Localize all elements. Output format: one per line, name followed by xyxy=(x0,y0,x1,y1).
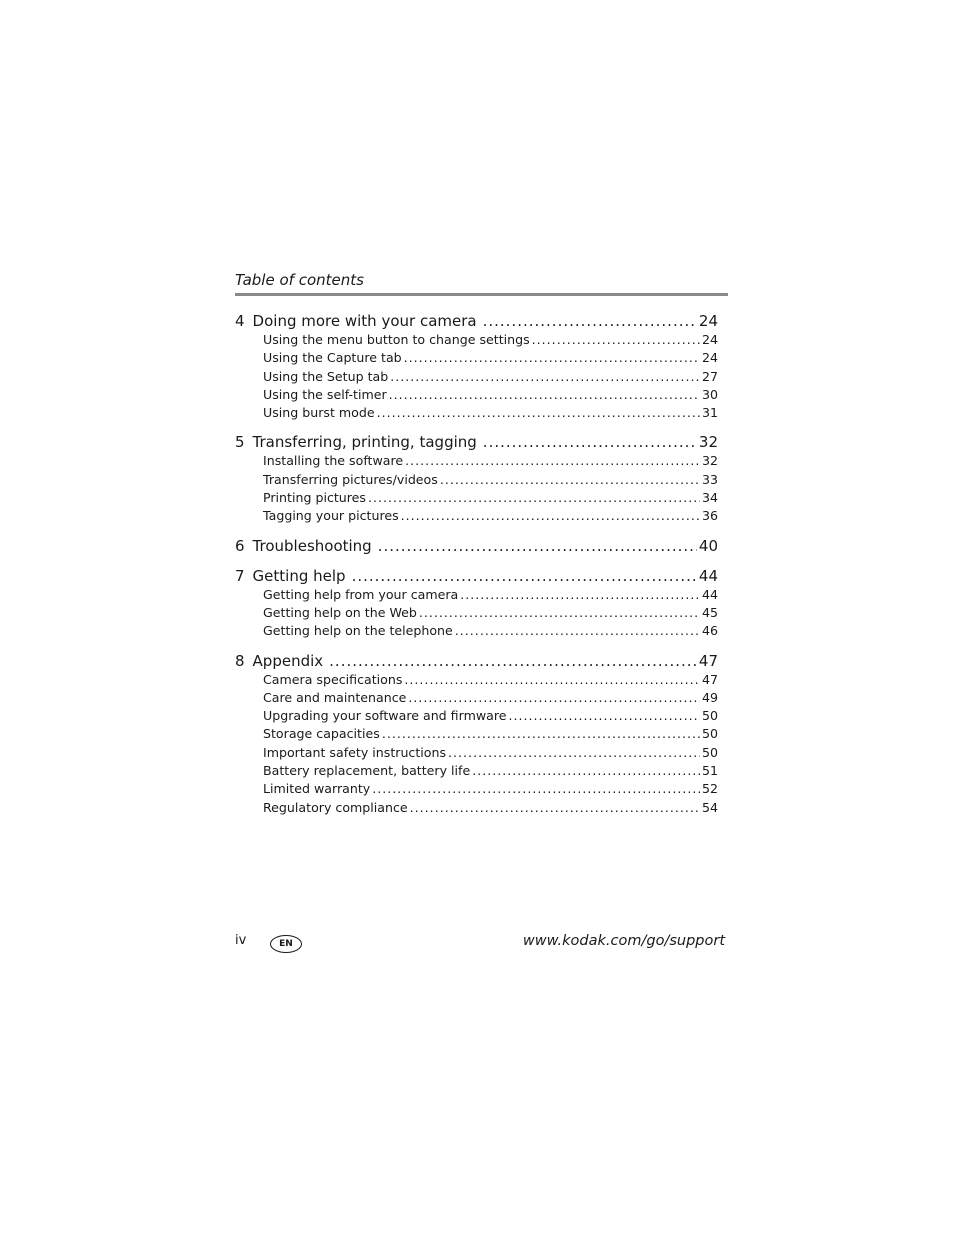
dot-leader xyxy=(377,404,700,422)
toc-section-entry[interactable] xyxy=(235,452,718,470)
section-title: Transferring pictures/videos xyxy=(263,471,438,487)
section-page: 31 xyxy=(701,405,718,421)
dot-leader xyxy=(404,671,700,689)
toc-chapter-7 xyxy=(235,566,718,641)
dot-leader xyxy=(408,689,700,707)
section-page: 36 xyxy=(701,508,718,524)
section-title: Storage capacities xyxy=(263,726,380,742)
chapter-page: 32 xyxy=(698,433,718,452)
section-page: 50 xyxy=(701,708,718,724)
dot-leader xyxy=(509,707,700,725)
section-title: Printing pictures xyxy=(263,490,366,506)
table-of-contents xyxy=(235,311,718,827)
dot-leader xyxy=(368,489,700,507)
section-title: Important safety instructions xyxy=(263,744,447,760)
toc-chapter-entry[interactable] xyxy=(235,566,718,586)
toc-section-entry[interactable] xyxy=(235,762,718,780)
section-title: Using the self-timer xyxy=(263,386,387,402)
dot-leader xyxy=(455,622,700,640)
running-head-title: Table of contents xyxy=(235,271,364,289)
section-title: Using burst mode xyxy=(263,405,375,421)
toc-section-entry[interactable] xyxy=(235,707,718,725)
toc-section-entry[interactable] xyxy=(235,725,718,743)
chapter-page: 40 xyxy=(698,536,718,555)
support-url-link[interactable]: www.kodak.com/go/support xyxy=(522,933,725,949)
section-title: Using the Capture tab xyxy=(263,350,402,366)
section-page: 47 xyxy=(701,671,718,687)
section-title: Camera specifications xyxy=(263,671,403,687)
dot-leader xyxy=(440,471,700,489)
dot-leader xyxy=(532,331,700,349)
toc-section-entry[interactable] xyxy=(235,586,718,604)
dot-leader xyxy=(419,604,700,622)
section-title: Getting help on the telephone xyxy=(263,623,453,639)
toc-chapter-5 xyxy=(235,432,718,525)
section-title: Installing the software xyxy=(263,453,404,469)
toc-section-entry[interactable] xyxy=(235,331,718,349)
section-page: 45 xyxy=(701,604,718,620)
section-page: 51 xyxy=(701,763,718,779)
chapter-number: 5 xyxy=(235,433,245,452)
footer-page-number: iv xyxy=(235,933,247,948)
dot-leader xyxy=(405,452,700,470)
toc-chapter-entry[interactable] xyxy=(235,432,718,452)
chapter-number: 6 xyxy=(235,536,245,555)
toc-chapter-entry[interactable] xyxy=(235,651,718,671)
section-page: 30 xyxy=(701,386,718,402)
section-page: 24 xyxy=(701,350,718,366)
toc-section-entry[interactable] xyxy=(235,404,718,422)
section-page: 54 xyxy=(701,799,718,815)
toc-section-entry[interactable] xyxy=(235,507,718,525)
header-divider xyxy=(235,293,728,296)
chapter-title: Doing more with your camera xyxy=(252,312,477,330)
dot-leader xyxy=(390,368,700,386)
toc-section-entry[interactable] xyxy=(235,604,718,622)
dot-leader xyxy=(404,349,700,367)
dot-leader xyxy=(448,744,700,762)
dot-leader xyxy=(460,586,700,604)
chapter-title: Troubleshooting xyxy=(252,536,372,555)
toc-section-entry[interactable] xyxy=(235,671,718,689)
section-title: Battery replacement, battery life xyxy=(263,763,471,779)
dot-leader xyxy=(352,566,697,586)
section-title: Getting help from your camera xyxy=(263,586,459,602)
section-page: 49 xyxy=(701,689,718,705)
toc-section-entry[interactable] xyxy=(235,368,718,386)
section-page: 50 xyxy=(701,726,718,742)
chapter-title: Transferring, printing, tagging xyxy=(252,433,477,452)
dot-leader xyxy=(410,799,700,817)
toc-section-entry[interactable] xyxy=(235,489,718,507)
chapter-title: Getting help xyxy=(252,566,346,585)
dot-leader xyxy=(389,386,700,404)
toc-chapter-entry[interactable] xyxy=(235,311,718,331)
section-title: Upgrading your software and firmware xyxy=(263,708,507,724)
toc-section-entry[interactable] xyxy=(235,744,718,762)
section-page: 34 xyxy=(701,490,718,506)
language-badge-icon: EN xyxy=(270,935,302,953)
toc-section-entry[interactable] xyxy=(235,799,718,817)
chapter-page: 44 xyxy=(698,566,718,585)
dot-leader xyxy=(472,762,700,780)
section-page: 33 xyxy=(701,471,718,487)
dot-leader xyxy=(401,507,700,525)
toc-section-entry[interactable] xyxy=(235,349,718,367)
section-title: Regulatory compliance xyxy=(263,799,408,815)
section-page: 24 xyxy=(701,332,718,347)
toc-section-entry[interactable] xyxy=(235,622,718,640)
dot-leader xyxy=(483,432,697,452)
section-page: 50 xyxy=(701,744,718,760)
dot-leader xyxy=(372,780,700,798)
section-page: 52 xyxy=(701,781,718,797)
section-page: 27 xyxy=(701,368,718,384)
toc-chapter-6 xyxy=(235,536,718,556)
section-page: 44 xyxy=(701,586,718,602)
chapter-page: 47 xyxy=(698,651,718,670)
section-page: 32 xyxy=(701,453,718,469)
toc-section-entry[interactable] xyxy=(235,689,718,707)
toc-section-entry[interactable] xyxy=(235,386,718,404)
toc-chapter-entry[interactable] xyxy=(235,536,718,556)
section-title: Using the Setup tab xyxy=(263,368,389,384)
chapter-number: 8 xyxy=(235,651,245,670)
section-title: Getting help on the Web xyxy=(263,604,417,620)
chapter-title: Appendix xyxy=(252,651,324,670)
section-page: 46 xyxy=(701,623,718,639)
toc-section-entry[interactable] xyxy=(235,780,718,798)
toc-section-entry[interactable] xyxy=(235,471,718,489)
toc-chapter-8 xyxy=(235,651,718,817)
section-title: Care and maintenance xyxy=(263,689,407,705)
section-title: Tagging your pictures xyxy=(263,508,399,524)
dot-leader xyxy=(378,536,697,556)
section-title: Using the menu button to change settings xyxy=(263,332,530,347)
toc-chapter-4 xyxy=(235,311,718,422)
dot-leader xyxy=(483,311,697,331)
dot-leader xyxy=(382,725,700,743)
chapter-number: 7 xyxy=(235,566,245,585)
chapter-page: 24 xyxy=(698,312,718,330)
section-title: Limited warranty xyxy=(263,781,371,797)
chapter-number: 4 xyxy=(235,312,245,330)
dot-leader xyxy=(329,651,697,671)
